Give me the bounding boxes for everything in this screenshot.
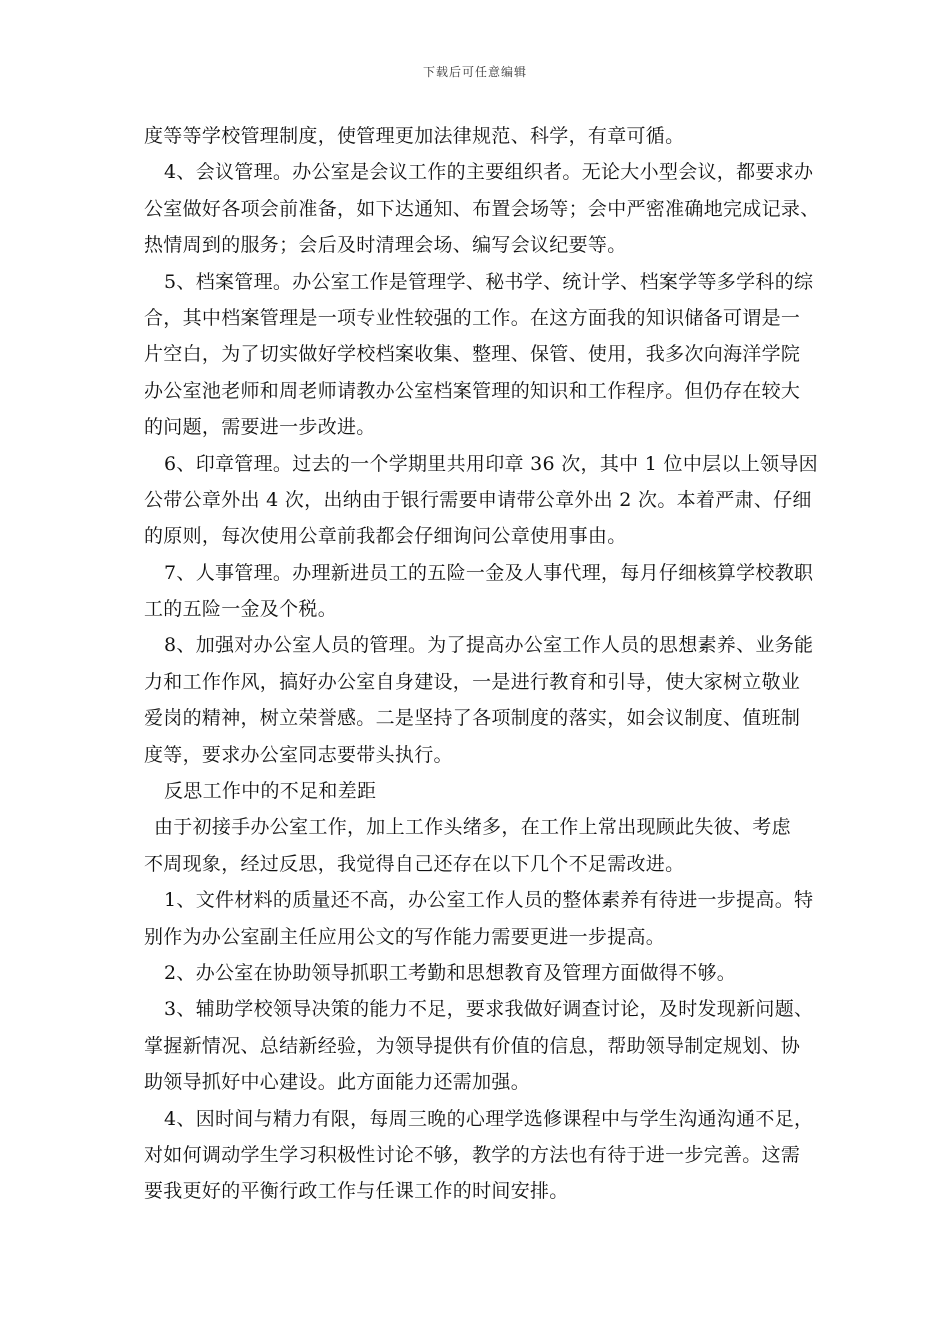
text-line: 反思工作中的不足和差距 — [164, 780, 377, 803]
text-line: 1、文件材料的质量还不高，办公室工作人员的整体素养有待进一步提高。特 — [164, 889, 814, 912]
document-body — [144, 118, 820, 1210]
text-line: 4、会议管理。办公室是会议工作的主要组织者。无论大小型会议，都要求办 — [164, 161, 814, 184]
text-line: 3、辅助学校领导决策的能力不足，要求我做好调查讨论，及时发现新问题、 — [164, 998, 814, 1021]
text-line: 的问题，需要进一步改进。 — [144, 416, 376, 439]
page-header: 下载后可任意编辑 — [422, 65, 527, 79]
text-line: 6、印章管理。过去的一个学期里共用印章 36 次，其中 1 位中层以上领导因 — [164, 452, 818, 475]
text-line: 力和工作作风，搞好办公室自身建设，一是进行教育和引导，使大家树立敬业 — [144, 670, 801, 693]
text-line: 度等等学校管理制度，使管理更加法律规范、科学，有章可循。 — [144, 125, 685, 147]
text-line: 助领导抓好中心建设。此方面能力还需加强。 — [144, 1071, 531, 1094]
text-line: 7、人事管理。办理新进员工的五险一金及人事代理，每月仔细核算学校教职 — [164, 561, 814, 584]
text-line: 由于初接手办公室工作，加上工作头绪多，在工作上常出现顾此失彼、考虑 — [154, 816, 791, 839]
text-line: 要我更好的平衡行政工作与任课工作的时间安排。 — [144, 1180, 569, 1203]
text-line: 度等，要求办公室同志要带头执行。 — [144, 743, 453, 766]
text-line: 办公室池老师和周老师请教办公室档案管理的知识和工作程序。但仍存在较大 — [144, 379, 801, 402]
text-line: 公室做好各项会前准备，如下达通知、布置会场等；会中严密准确地完成记录、 — [144, 197, 820, 220]
text-line: 4、因时间与精力有限，每周三晚的心理学选修课程中与学生沟通沟通不足， — [164, 1107, 814, 1130]
text-line: 公带公章外出 4 次，出纳由于银行需要申请带公章外出 2 次。本着严肃、仔细 — [144, 488, 812, 511]
text-line: 2、办公室在协助领导抓职工考勤和思想教育及管理方面做得不够。 — [164, 961, 737, 984]
text-line: 爱岗的精神，树立荣誉感。二是坚持了各项制度的落实，如会议制度、值班制 — [144, 707, 801, 730]
text-line: 热情周到的服务；会后及时清理会场、编写会议纪要等。 — [144, 234, 627, 257]
text-line: 不周现象，经过反思，我觉得自己还存在以下几个不足需改进。 — [144, 852, 685, 875]
text-line: 片空白，为了切实做好学校档案收集、整理、保管、使用，我多次向海洋学院 — [144, 343, 801, 366]
text-line: 5、档案管理。办公室工作是管理学、秘书学、统计学、档案学等多学科的综 — [164, 270, 814, 293]
text-line: 的原则，每次使用公章前我都会仔细询问公章使用事由。 — [144, 525, 627, 548]
text-line: 别作为办公室副主任应用公文的写作能力需要更进一步提高。 — [144, 925, 666, 948]
text-line: 合，其中档案管理是一项专业性较强的工作。在这方面我的知识储备可谓是一 — [144, 306, 801, 329]
text-line: 对如何调动学生学习积极性讨论不够，教学的方法也有待于进一步完善。这需 — [144, 1143, 801, 1166]
text-line: 掌握新情况、总结新经验，为领导提供有价值的信息，帮助领导制定规划、协 — [144, 1034, 801, 1057]
text-line: 8、加强对办公室人员的管理。为了提高办公室工作人员的思想素养、业务能 — [164, 634, 814, 657]
text-line: 工的五险一金及个税。 — [144, 598, 338, 621]
